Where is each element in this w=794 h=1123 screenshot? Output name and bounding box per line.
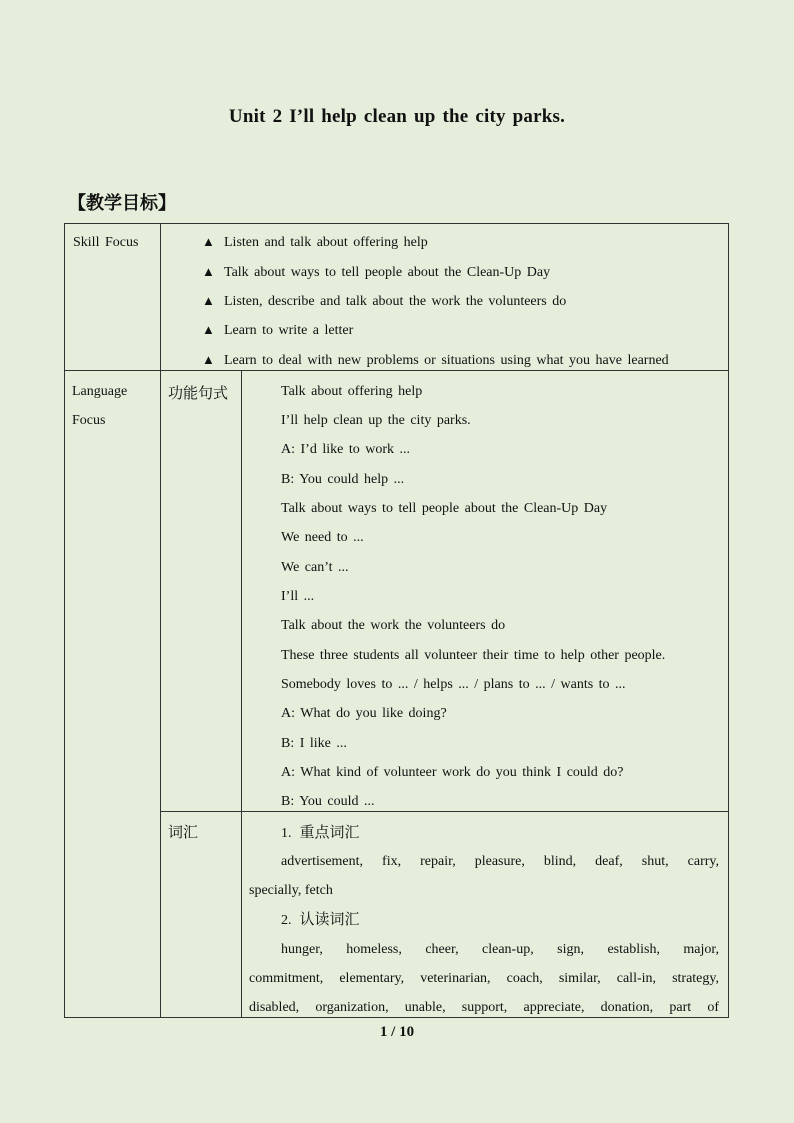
skill-item: ▲ Listen, describe and talk about the work the volunteers do <box>202 293 567 309</box>
functional-line: B: I like ... <box>281 736 347 751</box>
functional-line: Talk about ways to tell people about the Clean-Up Day <box>281 501 608 516</box>
functional-line: B: You could ... <box>281 794 375 809</box>
language-focus-label-line2: Focus <box>72 413 106 428</box>
read-words-line: commitment, elementary, veterinarian, coach, similar, call-in, strategy, <box>249 971 719 986</box>
functional-line: Talk about the work the volunteers do <box>281 618 506 633</box>
language-focus-label-line1: Language <box>72 384 128 399</box>
skill-item: ▲ Listen and talk about offering help <box>202 234 428 250</box>
key-words-line: advertisement, fix, repair, pleasure, blind, deaf, shut, carry, <box>281 854 719 869</box>
functional-line: Talk about offering help <box>281 384 423 399</box>
functional-line: We can’t ... <box>281 560 349 575</box>
functional-line: A: What do you like doing? <box>281 706 447 721</box>
triangle-icon: ▲ <box>202 352 215 367</box>
functional-line: I’ll help clean up the city parks. <box>281 413 471 428</box>
vocabulary-label: 词汇 <box>168 823 199 841</box>
row-divider-skill <box>65 370 728 371</box>
objectives-table <box>64 223 729 1018</box>
page-number: 1 / 10 <box>379 1024 415 1040</box>
skill-item: ▲ Learn to write a letter <box>202 322 354 338</box>
document-title: Unit 2 I’ll help clean up the city parks. <box>228 106 566 127</box>
section-heading: 【教学目标】 <box>68 193 176 214</box>
key-vocabulary-heading: 1. 重点词汇 <box>281 823 360 841</box>
triangle-icon: ▲ <box>202 264 215 279</box>
triangle-icon: ▲ <box>202 293 215 308</box>
functional-line: We need to ... <box>281 530 364 545</box>
read-words-line: disabled, organization, unable, support, appreciate, donation, part of <box>249 1000 719 1015</box>
triangle-icon: ▲ <box>202 234 215 249</box>
col-divider-1 <box>160 224 161 1017</box>
functional-line: These three students all volunteer their time to help other people. <box>281 648 666 663</box>
skill-focus-label: Skill Focus <box>73 235 139 250</box>
col-divider-2 <box>241 370 242 1017</box>
triangle-icon: ▲ <box>202 322 215 337</box>
reading-vocabulary-heading: 2. 认读词汇 <box>281 910 360 928</box>
key-words-line: specially, fetch <box>249 883 333 898</box>
row-divider-functional <box>160 811 728 812</box>
read-words-line: hunger, homeless, cheer, clean-up, sign, establish, major, <box>281 942 719 957</box>
skill-item: ▲ Talk about ways to tell people about the Clean-Up Day <box>202 264 551 280</box>
functional-line: B: You could help ... <box>281 472 405 487</box>
functional-line: A: I’d like to work ... <box>281 442 410 457</box>
skill-item: ▲ Learn to deal with new problems or situations using what you have learned <box>202 352 669 368</box>
functional-sentences-label: 功能句式 <box>168 384 229 402</box>
functional-line: A: What kind of volunteer work do you think I could do? <box>281 765 624 780</box>
functional-line: I’ll ... <box>281 589 315 604</box>
functional-line: Somebody loves to ... / helps ... / plans to ... / wants to ... <box>281 677 626 692</box>
